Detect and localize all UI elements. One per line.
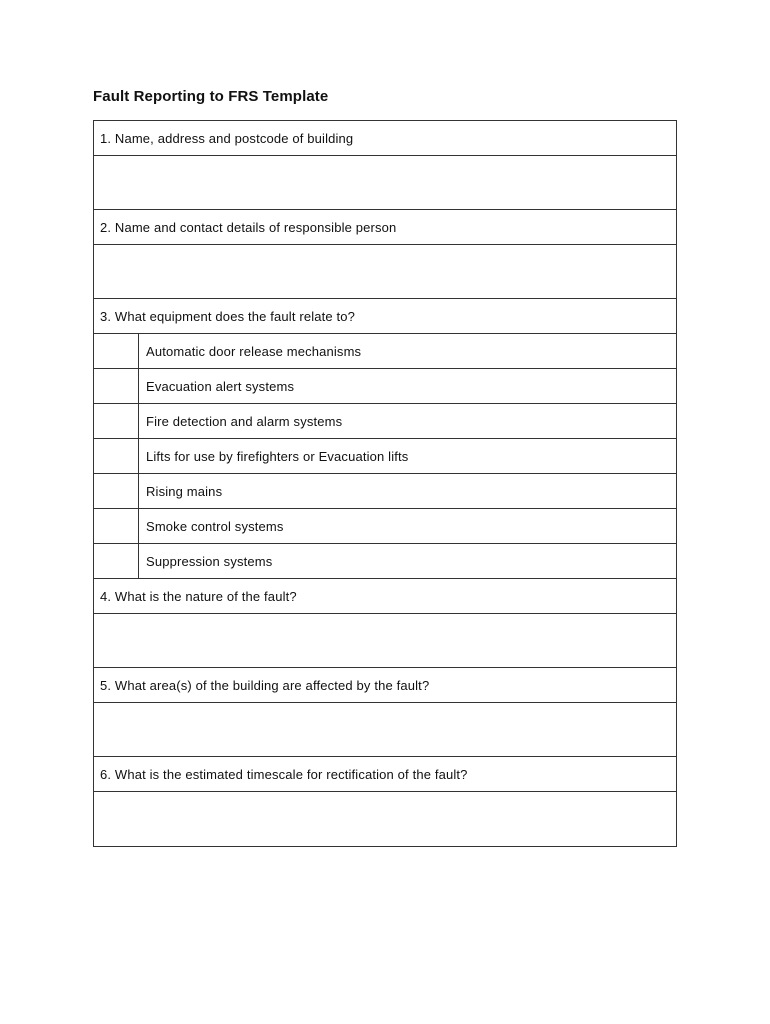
question-responsible-person: 2. Name and contact details of responsible person [94,210,676,245]
checkbox-smoke-control[interactable] [94,509,139,543]
checkbox-automatic-door-release[interactable] [94,334,139,368]
checkbox-fire-detection[interactable] [94,404,139,438]
checkbox-suppression[interactable] [94,544,139,578]
option-label: Smoke control systems [146,519,284,534]
question-building-address: 1. Name, address and postcode of building [94,121,676,156]
option-smoke-control [94,509,676,544]
option-label: Lifts for use by firefighters or Evacuation lifts [146,449,409,464]
option-lifts [94,439,676,474]
question-affected-areas: 5. What area(s) of the building are affected by the fault? [94,668,676,703]
question-fault-nature: 4. What is the nature of the fault? [94,579,676,614]
option-rising-mains [94,474,676,509]
option-label: Automatic door release mechanisms [146,344,362,359]
answer-affected-areas-box[interactable] [94,703,676,757]
checkbox-lifts[interactable] [94,439,139,473]
fault-report-form [93,120,677,847]
option-label: Evacuation alert systems [146,379,295,394]
checkbox-evacuation-alert[interactable] [94,369,139,403]
option-label: Rising mains [146,484,223,499]
fault-nature-field[interactable] [94,614,676,667]
option-suppression [94,544,676,579]
option-automatic-door-release [94,334,676,369]
document-title: Fault Reporting to FRS Template [93,88,329,105]
answer-fault-nature-box[interactable] [94,614,676,668]
answer-building-address-box[interactable] [94,156,676,210]
timescale-field[interactable] [94,792,676,846]
answer-responsible-person-box[interactable] [94,245,676,299]
checkbox-rising-mains[interactable] [94,474,139,508]
question-timescale: 6. What is the estimated timescale for rectification of the fault? [94,757,676,792]
option-fire-detection [94,404,676,439]
option-evacuation-alert [94,369,676,404]
responsible-person-field[interactable] [94,245,676,298]
option-label: Suppression systems [146,554,273,569]
affected-areas-field[interactable] [94,703,676,756]
option-label: Fire detection and alarm systems [146,414,343,429]
building-address-field[interactable] [94,156,676,209]
question-equipment: 3. What equipment does the fault relate to? [94,299,676,334]
answer-timescale-box[interactable] [94,792,676,846]
